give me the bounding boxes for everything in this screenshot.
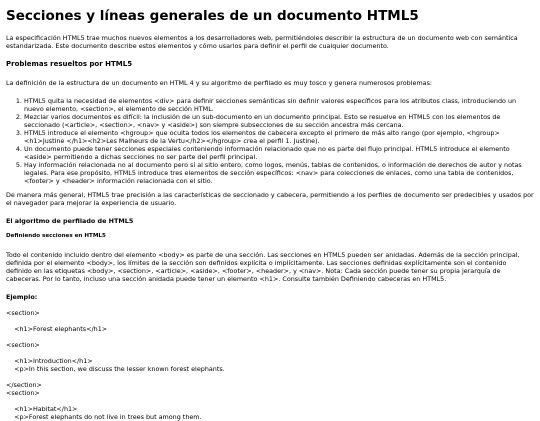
code-line: <section> [6, 389, 40, 397]
code-example [6, 309, 534, 421]
problems-list [6, 97, 534, 185]
code-line: <p>Forest elephants do not live in trees but among them. [6, 413, 202, 421]
list-item: 2. Mezclar varios documentos es difícil: la inclusión de un sub-documento en un documento principal. Esto se resuelve en HTML5 con los elementos de seccionado (<article>, <section>, <nav> y <aside>) son siempre subsecciones de su sección ancestra más cercana. [24, 113, 534, 129]
algorithm-heading: El algoritmo de perfilado de HTML5 [6, 217, 134, 225]
code-line: <section> [6, 341, 40, 349]
intro-paragraph: La especificación HTML5 trae muchos nuevos elementos a los desarrolladores web, permitiéndoles describir la estructura de un documento web con semántica estandarizada. Este documento describe estos elementos y cómo usarlos para definir el perfil de cualquier documento. [6, 34, 518, 50]
problems-heading: Problemas resueltos por HTML5 [6, 60, 133, 68]
list-item: 5. Hay información relacionada no al documento pero sí al sitio entero, como logos, menús, tablas de contenidos, o información de derechos de autor y notas legales. Para ese propósito, HTML5 introduce tres elementos de sección específicos: <nav> para colecciones de enlaces, como una tabla de contenidos, <footer> y <header> información relacionada con el sitio. [24, 161, 534, 185]
list-item: 1. HTML5 quita la necesidad de elementos <div> para definir secciones semánticas sin definir valores específicos para los atributos class, introduciendo un nuevo elemento, <section>, el elemento de sección HTML. [24, 97, 534, 113]
code-line: <h1>Introduction</h1> [6, 357, 93, 365]
defining-paragraph: Todo el contenido incluido dentro del elemento <body> es parte de una sección. Las secciones en HTML5 pueden ser anidadas. Además de la sección principal, definida por el elemento <body>, los límites de la sección son definidos explícita o implícitamente. Las secciones definidas explícitamente son el contenido definido en las etiquetas <body>, <section>, <article>, <aside>, <footer>, <header>, y <nav>. Nota: Cada sección puede tener su propia jerarquía de cabeceras. Por lo tanto, incluso una sección anidada puede tener un elemento <h1>. Consulte también Definiendo cabeceras en HTML5. [6, 251, 520, 283]
code-line: <h1>Habitat</h1> [6, 405, 78, 413]
defining-heading: Definiendo secciones en HTML5 [6, 233, 106, 239]
list-item: 4. Un documento puede tener secciones especiales conteniendo información relacionado que no es parte del flujo principal. HTML5 introduce el elemento <aside> permitiendo a dichas secciones no ser parte del perfil principal. [24, 145, 534, 161]
code-line: </section> [6, 381, 42, 389]
summary-paragraph: De manera más general, HTML5 trae precisión a las características de seccionado y cabecera, permitiendo a los perfiles de documento ser predecibles y usados por el navegador para mejorar la experiencia de usuario. [6, 191, 534, 207]
problems-intro: La definición de la estructura de un documento en HTML 4 y su algoritmo de perfilado es muy tosco y genera numerosos problemas: [6, 79, 433, 87]
code-line: <p>In this section, we discuss the lesser known forest elephants. [6, 365, 225, 373]
page-title: Secciones y líneas generales de un documento HTML5 [6, 8, 419, 24]
code-line: <section> [6, 309, 40, 317]
example-heading: Ejemplo: [6, 293, 38, 301]
code-line: <h1>Forest elephants</h1> [6, 325, 108, 333]
list-item: 3. HTML5 introduce el elemento <hgroup> que oculta todos los elementos de cabecera excepto el primero de más alto rango (por ejemplo, <hgroup><h1>Justine </h1><h2>Les Malheurs de la Vertu</h2></hgroup> crea el perfil 1. Justine). [24, 129, 534, 145]
